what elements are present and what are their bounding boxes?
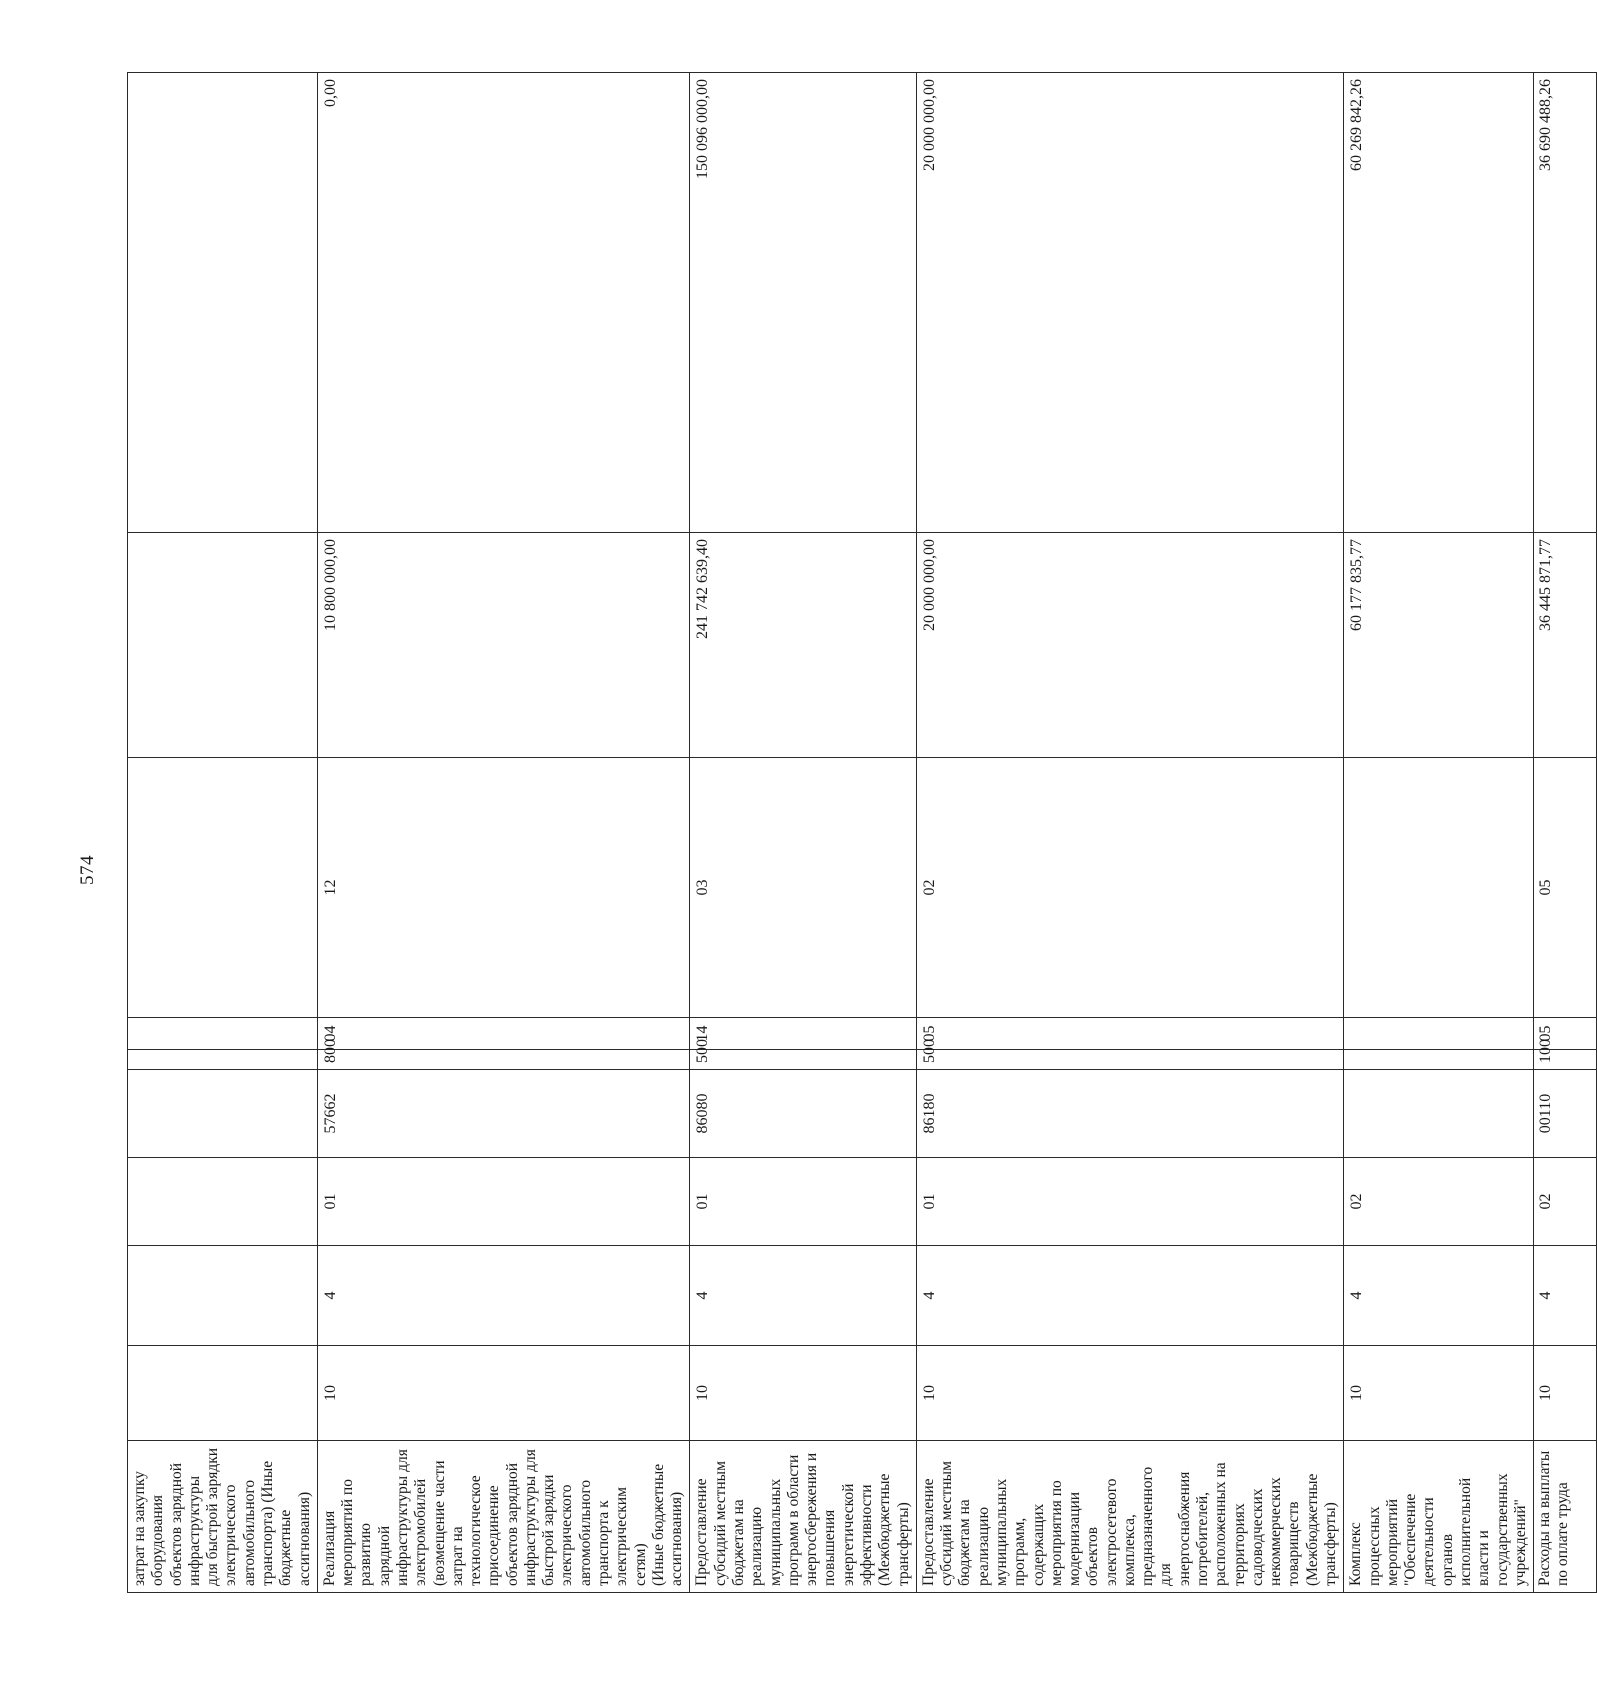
table-row bbox=[1344, 73, 1534, 1593]
code-cell: 86080 bbox=[690, 1070, 916, 1158]
rotated-table-frame bbox=[127, 73, 1572, 1593]
table-row bbox=[1534, 73, 1597, 1593]
amount-cell: 36 690 488,26 bbox=[1534, 73, 1597, 533]
amount-cell bbox=[128, 73, 318, 533]
code-cell: 57662 bbox=[317, 1070, 690, 1158]
code-cell: 4 bbox=[1534, 1246, 1597, 1346]
code-cell: 12 bbox=[317, 758, 690, 1018]
code-cell: 01 bbox=[317, 1158, 690, 1246]
amount-cell: 0,00 bbox=[317, 73, 690, 533]
code-cell: 05 bbox=[1534, 758, 1597, 1018]
code-cell: 10 bbox=[1534, 1346, 1597, 1441]
code-cell: 05 bbox=[1534, 1018, 1597, 1050]
code-cell: 10 bbox=[916, 1346, 1343, 1441]
code-cell: 02 bbox=[1344, 1158, 1534, 1246]
code-cell: 4 bbox=[690, 1246, 916, 1346]
table-row bbox=[690, 73, 916, 1593]
amount-cell: 150 096 000,00 bbox=[690, 73, 916, 533]
row-description: Комплекс процессных мероприятий "Обеспечение деятельности органов исполнительной власти и государственных учреждений" bbox=[1344, 1441, 1534, 1593]
code-cell: 03 bbox=[690, 758, 916, 1018]
amount-cell: 10 800 000,00 bbox=[317, 533, 690, 758]
page-number: 574 bbox=[77, 855, 98, 885]
code-cell bbox=[128, 1050, 318, 1070]
code-cell: 100 bbox=[1534, 1050, 1597, 1070]
code-cell bbox=[128, 1158, 318, 1246]
row-description: Предоставление субсидий местным бюджетам на реализацию муниципальных программ в области энергосбережения и повышения энергетической эффективности (Межбюджетные трансферты) bbox=[690, 1441, 916, 1593]
amount-cell: 20 000 000,00 bbox=[916, 73, 1343, 533]
code-cell bbox=[128, 1070, 318, 1158]
code-cell: 86180 bbox=[916, 1070, 1343, 1158]
code-cell bbox=[128, 1018, 318, 1050]
code-cell bbox=[128, 758, 318, 1018]
amount-cell: 20 000 000,00 bbox=[916, 533, 1343, 758]
code-cell: 500 bbox=[916, 1050, 1343, 1070]
row-description: Предоставление субсидий местным бюджетам на реализацию муниципальных программ, содержащих мероприятия по модернизации объектов электросетевого комплекса, предназначенного для энергоснабжения потребителей, расположенных на территориях садоводческих некоммерческих товариществ (Межбюджетные трансферты) bbox=[916, 1441, 1343, 1593]
row-description: затрат на закупку оборудования объектов зарядной инфраструктуры для быстрой зарядки электрического автомобильного транспорта) (Иные бюджетные ассигнования) bbox=[128, 1441, 318, 1593]
code-cell: 4 bbox=[916, 1246, 1343, 1346]
code-cell bbox=[1344, 1018, 1534, 1050]
amount-cell: 36 445 871,77 bbox=[1534, 533, 1597, 758]
row-description: Расходы на выплаты по оплате труда bbox=[1534, 1441, 1597, 1593]
amount-cell: 60 269 842,26 bbox=[1344, 73, 1534, 533]
table-row bbox=[916, 73, 1343, 1593]
table-row bbox=[128, 73, 318, 1593]
row-description: Реализация мероприятий по развитию зарядной инфраструктуры для электромобилей (возмещение части затрат на технологическое присоединение объектов зарядной инфраструктуры для быстрой зарядки электрического автомобильного транспорта к электрическим сетям) (Иные бюджетные ассигнования) bbox=[317, 1441, 690, 1593]
code-cell: 10 bbox=[317, 1346, 690, 1441]
code-cell bbox=[1344, 1070, 1534, 1158]
code-cell: 4 bbox=[317, 1246, 690, 1346]
code-cell: 04 bbox=[317, 1018, 690, 1050]
code-cell: 14 bbox=[690, 1018, 916, 1050]
table-row bbox=[317, 73, 690, 1593]
code-cell bbox=[128, 1346, 318, 1441]
code-cell: 10 bbox=[690, 1346, 916, 1441]
code-cell bbox=[1344, 1050, 1534, 1070]
amount-cell bbox=[128, 533, 318, 758]
code-cell bbox=[128, 1246, 318, 1346]
code-cell: 10 bbox=[1344, 1346, 1534, 1441]
amount-cell: 241 742 639,40 bbox=[690, 533, 916, 758]
code-cell: 05 bbox=[916, 1018, 1343, 1050]
code-cell: 500 bbox=[690, 1050, 916, 1070]
code-cell: 02 bbox=[916, 758, 1343, 1018]
code-cell: 02 bbox=[1534, 1158, 1597, 1246]
code-cell: 00110 bbox=[1534, 1070, 1597, 1158]
budget-table bbox=[127, 72, 1597, 1593]
code-cell: 4 bbox=[1344, 1246, 1534, 1346]
code-cell bbox=[1344, 758, 1534, 1018]
amount-cell: 60 177 835,77 bbox=[1344, 533, 1534, 758]
code-cell: 01 bbox=[690, 1158, 916, 1246]
code-cell: 800 bbox=[317, 1050, 690, 1070]
code-cell: 01 bbox=[916, 1158, 1343, 1246]
